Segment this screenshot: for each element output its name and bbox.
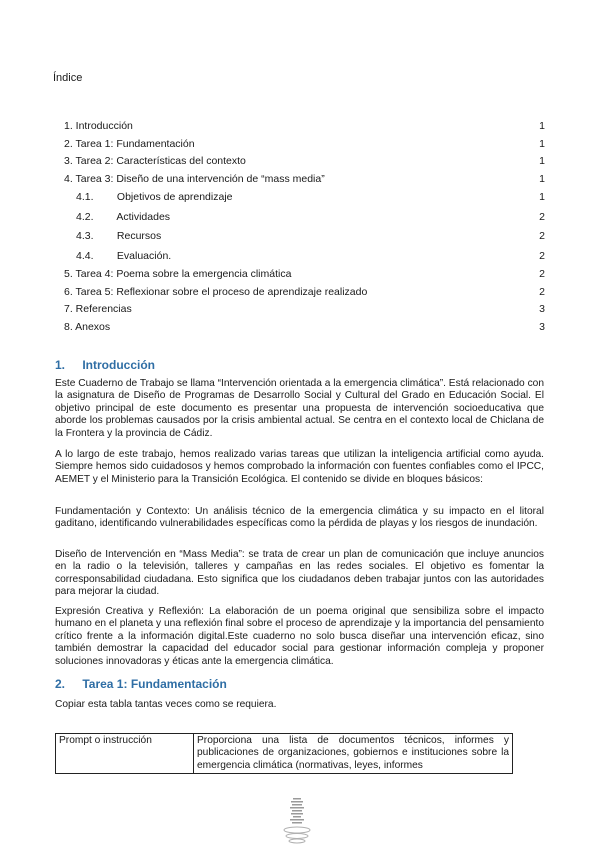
toc-page-number: 2 [539,285,545,298]
table-instruction: Copiar esta tabla tantas veces como se requiera. [55,699,277,710]
toc-subitem-number: 4.4. [76,249,94,262]
toc-subitem[interactable] [64,208,545,228]
toc-item[interactable] [64,153,545,171]
toc-item[interactable] [64,136,545,154]
toc-item-label: 3. Tarea 2: Características del contexto [64,155,246,167]
toc-subitem[interactable] [64,188,545,208]
toc-item[interactable] [64,319,545,337]
section-heading-introduccion [55,358,155,372]
toc-subitem-label: Actividades [116,210,171,223]
toc-page-number: 3 [539,303,545,315]
toc-item-label: 5. Tarea 4: Poema sobre la emergencia climática [64,268,292,280]
toc-item[interactable] [64,266,545,284]
table-cell-content [194,734,513,774]
toc-item-label: 1. Introducción [64,120,133,132]
toc-subitem-label: Recursos [116,230,162,242]
toc-page-number: 2 [539,249,545,262]
toc-subitem[interactable] [64,227,545,247]
section-number: 1. [55,358,66,372]
paragraph: Este Cuaderno de Trabajo se llama “Intervención orientada a la emergencia climática”. Está relacionado con la asignatura de Diseño de Programas de Desarrollo Social y Cultural del Grado en Educación Social. El objetivo principal de este documento es presentar una propuesta de intervención socioeducativa que aborde los problemas causados por la crisis ambiental actual. Se centra en el contexto local de Chiclana de la Frontera y la provincia de Cádiz. [55,378,544,439]
toc-item-label: 8. Anexos [64,320,111,333]
toc-item[interactable] [64,301,545,319]
toc-page-number: 2 [539,230,545,242]
paragraph: Fundamentación y Contexto: Un análisis técnico de la emergencia climática y su impacto en el litoral gaditano, identificando vulnerabilidades específicas como la pérdida de playas y los riesgos de inundación. [55,506,544,530]
section-title: Tarea 1: Fundamentación [82,677,227,691]
toc-title: Índice [53,72,83,84]
paragraph: Expresión Creativa y Reflexión: La elaboración de un poema original que sensibiliza sobre el impacto humano en el planeta y una reflexión final sobre el proceso de aprendizaje y la importancia del pensamiento crítico frente a la información digital.Este cuaderno no solo busca diseñar una intervención eficaz, sino también demostrar la capacidad del educador social para gestionar información compleja y proponer soluciones innovadoras y éticas ante la emergencia climática. [55,606,544,667]
toc-item-label: 7. Referencias [64,303,132,315]
toc-subitem-number: 4.1. [76,191,94,203]
toc-page-number: 1 [539,172,545,185]
toc-page-number: 1 [539,155,545,167]
paragraph: Diseño de Intervención en “Mass Media”: se trata de crear un plan de comunicación que incluye anuncios en la radio o la televisión, talleres y campañas en las redes sociales. El objetivo es fomentar la corresponsabilidad ciudadana. Esto significa que los ciudadanos deben trabajar juntos con las autoridades para mejorar la ciudad. [55,549,544,598]
toc-subitem-label: Objetivos de aprendizaje [116,191,233,203]
toc-item[interactable] [64,284,545,302]
cell-text: Proporciona una lista de documentos técnicos, informes y publicaciones de organizaciones, gobiernos e instituciones sobre la emergencia climática (normativas, leyes, informes [197,735,509,771]
prompt-table [55,733,513,774]
table-cell-label: Prompt o instrucción [56,734,194,774]
section-heading-tarea1 [55,677,227,691]
toc-subitem-number: 4.2. [76,210,94,223]
toc-item[interactable] [64,118,545,136]
footer-logo-icon [282,796,312,846]
toc-subitem-label: Evaluación. [116,249,172,262]
toc-page-number: 3 [539,320,545,333]
toc-page-number: 2 [539,210,545,223]
toc-item-label: 4. Tarea 3: Diseño de una intervención de “mass media” [64,172,325,185]
toc-subitem[interactable] [64,247,545,267]
toc-page-number: 1 [539,137,545,150]
table-row [56,734,513,774]
toc-page-number: 1 [539,191,545,203]
toc-item-label: 2. Tarea 1: Fundamentación [64,137,195,150]
toc-subitem-number: 4.3. [76,230,94,242]
paragraph: A lo largo de este trabajo, hemos realizado varias tareas que utilizan la inteligencia artificial como ayuda. Siempre hemos sido cuidadosos y hemos comprobado la información con fuentes confiables como el IPCC, AEMET y el Ministerio para la Transición Ecológica. El contenido se divide en bloques básicos: [55,449,544,485]
toc-item-label: 6. Tarea 5: Reflexionar sobre el proceso de aprendizaje realizado [64,285,368,298]
toc-page-number: 2 [539,268,545,280]
table-of-contents [64,118,545,336]
toc-page-number: 1 [539,120,545,132]
section-number: 2. [55,677,66,691]
section-title: Introducción [82,358,156,372]
toc-item[interactable] [64,171,545,189]
